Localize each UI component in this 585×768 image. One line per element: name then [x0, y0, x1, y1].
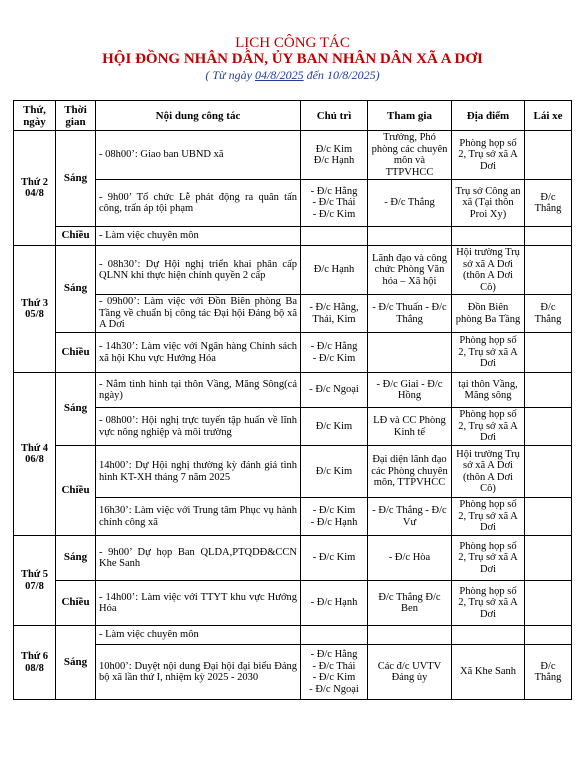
col-header-day: Thứ, ngày: [14, 101, 56, 131]
table-row: [14, 446, 572, 498]
place-cell: Xã Khe Sanh: [452, 645, 525, 700]
date-to: 10/8/2025: [326, 68, 376, 82]
chair-person: - Đ/c Hạnh: [310, 516, 358, 528]
content-cell: 10h00’: Duyệt nội dung Đại hội đại biểu Đảng bộ xã lần thứ I, nhiệm kỳ 2025 - 2030: [96, 645, 301, 700]
content-cell: - Làm việc chuyên môn: [96, 227, 301, 246]
chair-person: - Đ/c Kim: [312, 672, 356, 683]
content-cell: - 08h00’: Giao ban UBND xã: [96, 131, 301, 180]
driver-cell: [525, 408, 572, 446]
chair-person: - Đ/c Thái: [312, 660, 356, 672]
chair-cell: [301, 180, 368, 227]
place-cell: Hội trường Trụ sở xã A Dơi (thôn A Dơi Cô): [452, 246, 525, 295]
chair-person: - Đ/c Kim: [312, 505, 356, 516]
col-header-chair: Chủ trì: [301, 101, 368, 131]
driver-cell: [525, 373, 572, 408]
place-cell: [452, 626, 525, 645]
participants-cell: LĐ và CC Phòng Kinh tế: [368, 408, 452, 446]
chair-cell: [301, 333, 368, 373]
chair-cell: [301, 536, 368, 581]
table-row: [14, 180, 572, 227]
table-row: [14, 333, 572, 373]
table-header-row: [14, 101, 572, 131]
participants-cell: [368, 227, 452, 246]
table-row: [14, 246, 572, 295]
day-name: Thứ 4: [20, 442, 49, 454]
day-cell: [14, 536, 56, 626]
driver-cell: [525, 333, 572, 373]
chair-person: - Đ/c Hằng: [310, 185, 358, 197]
driver-cell: [525, 227, 572, 246]
chair-person: Đ/c Kim: [315, 420, 353, 432]
session-cell: Sáng: [56, 373, 96, 446]
day-date: 07/8: [25, 580, 44, 592]
date-range: ( Từ ngày 04/8/2025 đến 10/8/2025): [205, 68, 380, 82]
col-header-time: Thời gian: [56, 101, 96, 131]
chair-person: Thái, Kim: [312, 313, 356, 325]
participants-cell: Trưởng, Phó phòng các chuyên môn và TTPVHCC: [368, 131, 452, 180]
content-cell: 16h30’: Làm việc với Trung tâm Phục vụ hành chính công xã: [96, 498, 301, 536]
day-name: Thứ 5: [20, 569, 49, 580]
place-cell: Phòng họp số 2, Trụ sở xã A Dơi: [452, 333, 525, 373]
content-cell: - 14h00’: Làm việc với TTYT khu vực Hướng Hóa: [96, 581, 301, 626]
place-cell: Phòng họp số 2, Trụ sở xã A Dơi: [452, 131, 525, 180]
driver-cell: [525, 536, 572, 581]
driver-cell: [525, 246, 572, 295]
date-from: 04/8/2025: [254, 68, 304, 82]
driver-cell: [525, 131, 572, 180]
day-cell: [14, 131, 56, 246]
chair-person: Đ/c Hạnh: [313, 155, 355, 166]
chair-cell: [301, 246, 368, 295]
content-cell: - Làm việc chuyên môn: [96, 626, 301, 645]
chair-person: Đ/c Kim: [315, 465, 353, 477]
participants-cell: - Đ/c Giai - Đ/c Hồng: [368, 373, 452, 408]
participants-cell: Đ/c Thắng Đ/c Ben: [368, 581, 452, 626]
session-cell: Chiều: [56, 227, 96, 246]
participants-cell: Các đ/c UVTV Đảng ủy: [368, 645, 452, 700]
table-row: [14, 498, 572, 536]
chair-cell: [301, 131, 368, 180]
col-header-place: Địa điểm: [452, 101, 525, 131]
chair-cell: [301, 626, 368, 645]
content-cell: - Nắm tình hình tại thôn Vầng, Măng Sông(cả ngày): [96, 373, 301, 408]
table-row: [14, 645, 572, 700]
chair-person: - Đ/c Kim: [312, 552, 356, 564]
chair-person: - Đ/c Thái: [312, 197, 356, 209]
session-cell: Sáng: [56, 536, 96, 581]
day-name: Thứ 6: [20, 651, 49, 662]
session-cell: Chiều: [56, 581, 96, 626]
chair-cell: [301, 227, 368, 246]
participants-cell: Lãnh đạo và công chức Phòng Văn hóa – Xã hội: [368, 246, 452, 295]
schedule-subtitle: HỘI ĐỒNG NHÂN DÂN, ỦY BAN NHÂN DÂN XÃ A DƠI: [102, 51, 483, 67]
place-cell: Phòng họp số 2, Trụ sở xã A Dơi: [452, 408, 525, 446]
schedule-title: LỊCH CÔNG TÁC: [235, 35, 350, 51]
chair-cell: [301, 446, 368, 498]
place-cell: Hội trường Trụ sở xã A Dơi (thôn A Dơi Cô): [452, 446, 525, 498]
schedule-table: [13, 100, 572, 700]
place-cell: Trụ sở Công an xã (Tại thôn Proi Xy): [452, 180, 525, 227]
day-date: 08/8: [25, 662, 44, 674]
chair-person: - Đ/c Kim: [312, 352, 356, 364]
chair-person: - Đ/c Hạnh: [310, 597, 358, 609]
driver-cell: [525, 626, 572, 645]
participants-cell: [368, 333, 452, 373]
table-row: [14, 227, 572, 246]
chair-person: - Đ/c Kim: [312, 208, 356, 220]
day-cell: [14, 246, 56, 373]
content-cell: 14h00’: Dự Hội nghị thường kỳ đánh giá tình hình KT-XH tháng 7 năm 2025: [96, 446, 301, 498]
table-row: [14, 295, 572, 333]
content-cell: - 09h00’: Làm việc với Đồn Biên phòng Ba Tầng về chuẩn bị công tác Đại hội Đảng bộ xã A Dơi: [96, 295, 301, 333]
participants-cell: - Đ/c Thắng - Đ/c Vư: [368, 498, 452, 536]
driver-cell: Đ/c Thắng: [525, 180, 572, 227]
chair-person: - Đ/c Ngoại: [309, 683, 359, 695]
place-cell: [452, 227, 525, 246]
day-cell: [14, 626, 56, 700]
table-row: [14, 581, 572, 626]
chair-person: Đ/c Hạnh: [313, 264, 355, 276]
chair-person: Đ/c Kim: [315, 143, 353, 155]
day-cell: [14, 373, 56, 536]
driver-cell: [525, 581, 572, 626]
participants-cell: - Đ/c Thắng: [368, 180, 452, 227]
content-cell: - 08h30’: Dự Hội nghị triển khai phân cấp QLNN khi thực hiện chính quyền 2 cấp: [96, 246, 301, 295]
content-cell: - 9h00’ Tổ chức Lễ phát động ra quân tấn công, trấn áp tội phạm: [96, 180, 301, 227]
day-date: 04/8: [25, 188, 44, 199]
day-name: Thứ 2: [20, 176, 49, 188]
session-cell: Sáng: [56, 246, 96, 333]
participants-cell: - Đ/c Thuấn - Đ/c Thắng: [368, 295, 452, 333]
session-cell: Sáng: [56, 131, 96, 227]
driver-cell: [525, 446, 572, 498]
session-cell: Sáng: [56, 626, 96, 700]
content-cell: - 08h00’: Hội nghị trực tuyến tập huấn về lĩnh vực nông nghiệp và môi trường: [96, 408, 301, 446]
session-cell: Chiều: [56, 333, 96, 373]
table-row: [14, 131, 572, 180]
chair-person: - Đ/c Ngoại: [309, 384, 359, 396]
participants-cell: [368, 626, 452, 645]
content-cell: - 14h30’: Làm việc với Ngân hàng Chính sách xã hội Khu vực Hướng Hóa: [96, 333, 301, 373]
place-cell: Phòng họp số 2, Trụ sở xã A Dơi: [452, 498, 525, 536]
participants-cell: Đại diện lãnh đạo các Phòng chuyên môn, TTPVHCC: [368, 446, 452, 498]
table-row: [14, 626, 572, 645]
col-header-content: Nội dung công tác: [96, 101, 301, 131]
table-row: [14, 373, 572, 408]
place-cell: Phòng họp số 2, Trụ sở xã A Dơi: [452, 536, 525, 581]
participants-cell: - Đ/c Hòa: [368, 536, 452, 581]
chair-person: - Đ/c Hằng: [310, 649, 358, 660]
day-name: Thứ 3: [20, 297, 49, 309]
driver-cell: [525, 498, 572, 536]
place-cell: Đồn Biên phòng Ba Tầng: [452, 295, 525, 333]
chair-cell: [301, 581, 368, 626]
table-row: [14, 408, 572, 446]
chair-cell: [301, 645, 368, 700]
col-header-participants: Tham gia: [368, 101, 452, 131]
place-cell: tại thôn Vầng, Măng sông: [452, 373, 525, 408]
chair-cell: [301, 373, 368, 408]
driver-cell: Đ/c Thắng: [525, 645, 572, 700]
chair-cell: [301, 408, 368, 446]
chair-cell: [301, 498, 368, 536]
chair-cell: [301, 295, 368, 333]
table-row: [14, 536, 572, 581]
day-date: 06/8: [25, 454, 44, 465]
chair-person: - Đ/c Hằng,: [309, 302, 359, 313]
chair-person: - Đ/c Hằng: [310, 341, 358, 352]
schedule-body: [14, 131, 572, 700]
driver-cell: Đ/c Thắng: [525, 295, 572, 333]
col-header-driver: Lái xe: [525, 101, 572, 131]
session-cell: Chiều: [56, 446, 96, 536]
day-date: 05/8: [25, 309, 44, 320]
place-cell: Phòng họp số 2, Trụ sở xã A Dơi: [452, 581, 525, 626]
content-cell: - 9h00’ Dự họp Ban QLDA,PTQDĐ&CCN Khe Sanh: [96, 536, 301, 581]
